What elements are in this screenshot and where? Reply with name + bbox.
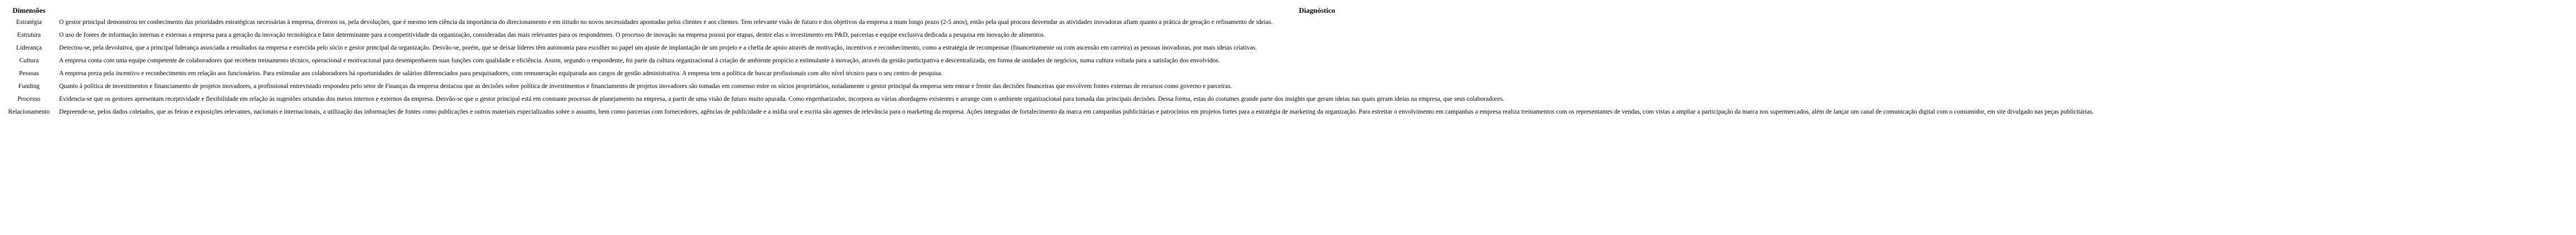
dimension-cell: Funding (18, 83, 40, 90)
diagnosis-cell: O gestor principal demonstrou ter conhecimento das prioridades estratégicas necessárias à empresa, diversos os, pela devoluções, que é mesmo tem ciência da importância do direcionamento e em ititudo no novos necessidades apontadas pelos clientes e aos clientes. Tem relevante visão de futuro e dos objetivos da empresa a mum longo prazo (2-5 anos), então pela qual procura desvendar as atividades inovadoras afiam quanto a prática de geração e refinamento de ideias. (59, 19, 1273, 26)
table-row (0, 17, 2576, 30)
dimension-cell: Liderança (16, 45, 42, 51)
diagnosis-cell: Quanto à política de investimentos e financiamento de projetos inovadores, a profissional entrevistado respondeu pelo setor de Finanças da empresa destacou que as decisões sobre política de investimentos e financiamento de projetos inovadores são tomadas em consenso entre os sócios proprietários, notadamente o gestor principal da empresa sem entrar e frente das decisões financeiras que envolvem fontes externas de recursos como governo e parceiras. (59, 83, 1232, 90)
table-row (0, 106, 2576, 119)
diagnosis-table-container (0, 6, 2576, 119)
table-row (0, 81, 2576, 94)
diagnosis-cell: A empresa conta com uma equipe competente de colaboradores que recebem treinamento técnico, operacional e motivacional para desempenharem suas funções com qualidade e eficiência. Assim, segundo o respondente, foi parte da cultura organizacional à criação de ambiente propício e estimulante à inovação, através da gestão participativa e descentralizada, em forma de unidades de negócios, numa cultura voltada para a satisfação dos envolvidos. (59, 57, 1220, 64)
diagnosis-cell: Detectou-se, pela devolutiva, que a principal liderança associada a resultados na empresa e exercida pelo sócio e gestor principal da organização. Desvão-se, porém, que se deixar líderes têm autonomia para escolher no papel um ajuste de implantação de um projeto e a chefia de apoio através de motivação, incentivos e reconhecimento, como a estratégia de recompensar (financeiramente ou com ascensão em carreira) as pessoas inovadoras, por mais ideias criativas. (59, 45, 1257, 51)
dimension-cell: Processo (17, 96, 41, 102)
dimension-cell: Estratégia (16, 19, 42, 26)
dimension-cell: Relacionamento (8, 109, 50, 115)
header-dimension: Dimensões (12, 6, 46, 14)
table-row (0, 30, 2576, 42)
diagnosis-cell: A empresa preza pela incentivo e reconhecimento em relação aos funcionários. Para estimular aos colaboradores há oportunidades de salários diferenciados para pesquisadores, com remuneração equiparada aos cargos de gestão administrativa. A empresa tem a política de buscar profissionais com alto nível técnico para o seu centro de pesquisa. (59, 70, 943, 77)
table-row (0, 55, 2576, 68)
header-diagnosis: Diagnóstico (1299, 6, 1335, 14)
table-row (0, 94, 2576, 106)
diagnosis-cell: Evidencia-se que os gestores apresentam receptividade e flexibilidade em relação às sugestões oriundas dos meios internos e externos da empresa. Desvão-se que o gestor principal está em constante processo de planejamento na empresa, a partir de uma visão de futuro muito apurada. Como engenharizador, incorpora as várias abordagens existentes e arrange com o ambiente organizacional para tomada das principais decisões. Dessa forma, estas do costumes grande parte dos insights que geram ideias nas quais geram ideias na empresa, que seus colaboradores. (59, 96, 1504, 102)
dimension-cell: Cultura (19, 57, 39, 64)
diagnosis-cell: Depreende-se, pelos dados coletados, que as feiras e exposições relevantes, nacionais e internacionais, a utilização das informações de fontes como publicações e outros materiais especializados sobre o assunto, bem como parcerias com fornecedores, agências de publicidade e a mídia oral e escrita são agentes de relevância para o marketing da empresa. Ações integradas de fortalecimento da marca em campanhas publicitárias e patrocínios em projetos fortes para a estratégia de marketing da organização. Para estreitar o envolvimento em campanhas a empresa realiza treinamentos com os representantes de vendas, com vistas a ampliar a participação da marca nos supermercados, além de lançar um canal de comunicação digital com o consumidor, em site divulgado nas peças publicitárias. (59, 109, 2094, 115)
diagnosis-cell: O uso de fontes de informação internas e externas a empresa para a geração da inovação tecnológica e fator determinante para a competitividade da organização, consideradas das mais relevantes para os respondentes. O processo de inovação na empresa possui por etapas, dentre elas o investimento em P&D, parcerias e equipe exclusiva dedicada a pesquisa em inovação de alimentos. (59, 32, 1046, 38)
table-header-row (0, 6, 2576, 17)
diagnosis-table (0, 6, 2576, 119)
table-row (0, 42, 2576, 55)
table-row (0, 68, 2576, 81)
dimension-cell: Pessoas (19, 70, 39, 77)
dimension-cell: Estrutura (17, 32, 41, 38)
